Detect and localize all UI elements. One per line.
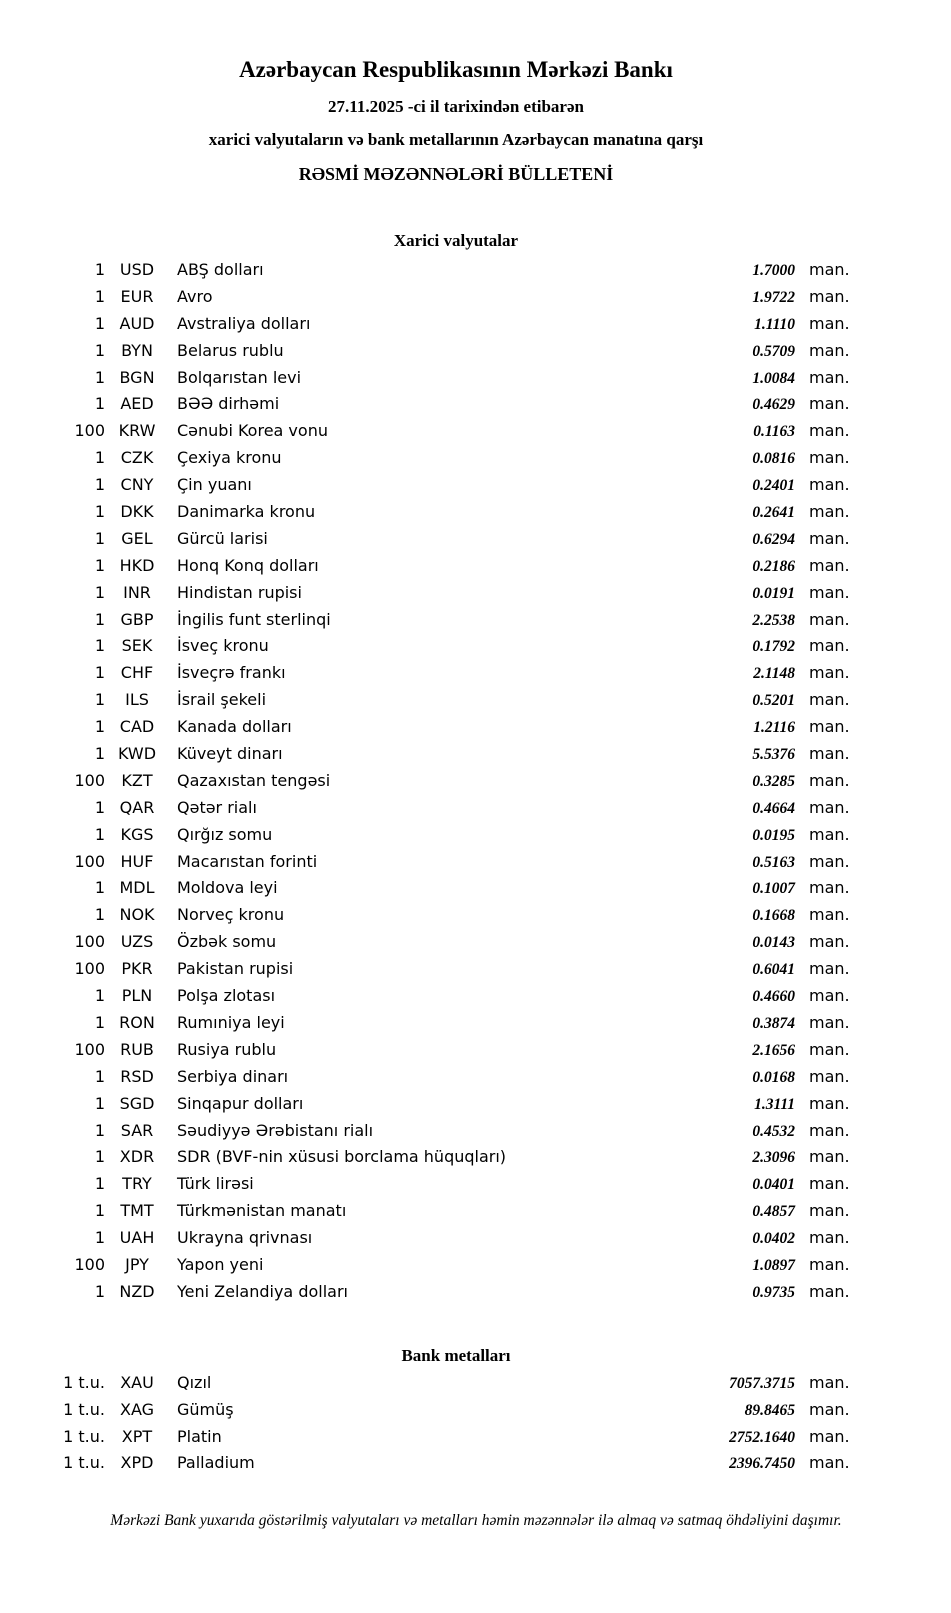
currency-name: Ukrayna qrivnası [177,1228,313,1248]
currency-code: SGD [119,1093,155,1113]
currency-name: ABŞ dolları [177,260,264,279]
currency-quantity: 1 [94,528,105,548]
currency-row [55,714,857,741]
currency-rate: 1.0084 [752,369,795,387]
currency-quantity: 1 [94,609,105,629]
currency-code: PLN [121,986,153,1006]
currency-row [55,795,857,822]
currency-quantity: 1 [94,448,105,468]
currencies-section-title: Xarici valyutalar [393,231,519,250]
currency-rate-unit: man. [809,1254,850,1274]
currency-name: Çin yuanı [177,475,252,495]
currency-code: HKD [119,555,155,575]
date-line: 27.11.2025 -ci il tarixindən etibarən [328,97,584,116]
currency-rate-unit: man. [809,286,850,306]
currency-name: İsrail şekeli [177,690,267,710]
currency-rate-unit: man. [809,1228,850,1248]
currency-rate: 5.5376 [752,746,795,764]
currency-rate: 0.2641 [752,504,795,522]
currency-quantity: 100 [74,421,105,441]
currency-name: Polşa zlotası [177,986,276,1006]
currency-rate-unit: man. [809,367,850,387]
currency-rate-unit: man. [809,1201,850,1221]
currency-quantity: 1 [94,475,105,495]
currency-code: RSD [120,1066,154,1086]
currency-rate: 0.2401 [752,477,795,495]
currency-code: INR [123,582,151,602]
currency-row [55,875,857,902]
currency-rate: 0.4664 [752,799,795,817]
currency-row [55,929,857,956]
currency-quantity: 1 [94,717,105,737]
currency-rate: 1.1110 [754,315,795,333]
currency-code: XDR [119,1147,155,1167]
currency-rate: 0.1792 [752,638,795,656]
currency-code: PKR [121,959,153,979]
currency-quantity: 1 [94,367,105,387]
currency-code: UZS [120,932,154,952]
currency-name: BƏƏ dirhəmi [177,394,280,414]
currency-row [55,633,857,660]
currency-rate-unit: man. [809,1147,850,1167]
currency-rate-unit: man. [809,1012,850,1032]
currency-quantity: 1 [94,663,105,683]
currency-rate-unit: man. [809,1066,850,1086]
currencies-section [55,231,857,1306]
currency-row [55,607,857,634]
currency-row [55,741,857,768]
currency-rate-unit: man. [809,1093,850,1113]
currency-name: Serbiya dinarı [177,1066,289,1086]
currency-row [55,1252,857,1279]
currency-quantity: 1 [94,313,105,333]
metal-code: XAG [119,1399,155,1419]
currency-name: İngilis funt sterlinqi [177,609,331,629]
currency-rate: 0.1668 [752,907,795,925]
currency-row [55,1091,857,1118]
metal-quantity: 1 t.u. [63,1399,105,1419]
metal-rate: 2752.1640 [729,1428,795,1446]
metal-name: Platin [177,1426,222,1446]
currency-row [55,983,857,1010]
metal-row [55,1450,857,1477]
metal-row [55,1397,857,1424]
currency-code: CNY [120,475,154,495]
metals-section [55,1346,857,1478]
currency-rate: 1.7000 [752,262,795,279]
metal-row [55,1370,857,1397]
currency-name: Gürcü larisi [177,528,268,548]
currency-code: TMT [120,1201,154,1221]
currency-rate: 0.3285 [752,772,795,790]
currency-row [55,902,857,929]
currency-rate-unit: man. [809,394,850,414]
currency-code: BGN [119,367,155,387]
currency-quantity: 1 [94,260,105,279]
currency-code: GEL [121,528,153,548]
currency-rate-unit: man. [809,959,850,979]
currency-row [55,768,857,795]
currency-name: Rusiya rublu [177,1039,277,1059]
currency-row [55,1064,857,1091]
currency-name: Bolqarıstan levi [177,367,302,387]
metal-code: XPD [120,1453,154,1473]
metal-rate: 89.8465 [744,1401,795,1419]
currency-row [55,1225,857,1252]
currency-code: KRW [118,421,156,441]
currency-name: Honq Konq dolları [177,555,319,575]
currency-rate: 0.2186 [752,557,795,575]
currency-quantity: 1 [94,340,105,360]
currency-code: UAH [119,1228,155,1248]
currency-quantity: 1 [94,824,105,844]
currency-rate-unit: man. [809,528,850,548]
bulletin-title: RƏSMİ MƏZƏNNƏLƏRİ BÜLLETENİ [298,164,614,184]
currency-rate: 0.6041 [752,961,795,979]
currency-rate-unit: man. [809,636,850,656]
currency-row [55,418,857,445]
currency-rate: 0.0191 [752,584,795,602]
currency-code: ILS [125,690,149,710]
currency-rate: 1.9722 [752,288,795,306]
currency-name: Moldova leyi [177,878,278,898]
currency-quantity: 1 [94,1066,105,1086]
currency-row [55,660,857,687]
currency-code: NOK [119,905,155,925]
currency-name: Türk lirəsi [177,1174,254,1194]
metal-row [55,1424,857,1451]
currency-row [55,284,857,311]
currency-rate: 1.3111 [754,1095,795,1113]
currency-row [55,580,857,607]
currency-rate-unit: man. [809,421,850,441]
metal-rate: 2396.7450 [729,1455,795,1473]
currency-code: KWD [117,744,157,764]
currency-quantity: 1 [94,636,105,656]
currency-rate-unit: man. [809,502,850,522]
currency-quantity: 1 [94,797,105,817]
currency-rate-unit: man. [809,555,850,575]
currency-quantity: 1 [94,690,105,710]
metal-name: Palladium [177,1453,255,1473]
metals-table [55,1370,857,1478]
currency-quantity: 1 [94,394,105,414]
currency-rate: 0.9735 [752,1283,795,1301]
currency-row [55,687,857,714]
currency-name: Avstraliya dolları [177,313,311,333]
currency-rate-unit: man. [809,340,850,360]
currency-rate-unit: man. [809,609,850,629]
currency-code: NZD [119,1281,155,1301]
currency-name: Norveç kronu [177,905,285,925]
currency-code: AED [120,394,154,414]
currency-rate: 0.0143 [752,934,795,952]
currency-rate-unit: man. [809,932,850,952]
currency-quantity: 1 [94,555,105,575]
currency-rate: 0.0168 [752,1068,795,1086]
currency-quantity: 1 [94,878,105,898]
currency-name: Kanada dolları [177,717,292,737]
currency-name: Küveyt dinarı [177,744,283,764]
metal-name: Qızıl [177,1372,212,1392]
currency-rate: 0.1007 [752,880,795,898]
currency-rate: 2.2538 [752,611,795,629]
metal-name: Gümüş [177,1399,234,1419]
currency-name: Yeni Zelandiya dolları [177,1281,348,1301]
currency-rate-unit: man. [809,663,850,683]
currencies-table [55,257,857,1306]
currency-name: Qırğız somu [177,824,273,844]
currency-rate: 0.4660 [752,988,795,1006]
currency-rate: 0.0401 [752,1176,795,1194]
currency-rate: 0.6294 [752,530,795,548]
currency-rate-unit: man. [809,1281,850,1301]
currency-row [55,822,857,849]
bank-title: Azərbaycan Respublikasının Mərkəzi Bankı [239,57,673,82]
currency-code: CAD [119,717,155,737]
currency-row [55,472,857,499]
currency-quantity: 1 [94,286,105,306]
currency-code: KZT [121,770,153,790]
currency-rate-unit: man. [809,824,850,844]
currency-name: Qətər rialı [177,797,257,817]
currency-rate: 0.3874 [752,1014,795,1032]
currency-rate: 2.1656 [752,1041,795,1059]
currency-quantity: 1 [94,1012,105,1032]
currency-rate-unit: man. [809,1174,850,1194]
currency-rate: 1.0897 [752,1256,795,1274]
currency-quantity: 1 [94,1120,105,1140]
currency-rate: 0.0402 [752,1230,795,1248]
currency-row [55,1037,857,1064]
currency-row [55,1144,857,1171]
currency-row [55,257,857,284]
currency-code: USD [119,260,155,279]
currency-rate: 0.5163 [752,853,795,871]
currency-rate: 0.5201 [752,692,795,710]
subtitle-line: xarici valyutaların və bank metallarının Azərbaycan manatına qarşı [208,130,704,149]
currency-quantity: 1 [94,1147,105,1167]
currency-name: Yapon yeni [177,1254,264,1274]
currency-rate-unit: man. [809,582,850,602]
currency-row [55,1171,857,1198]
currency-rate: 0.4629 [752,396,795,414]
currency-row [55,1010,857,1037]
currency-quantity: 100 [74,1254,105,1274]
currency-rate-unit: man. [809,690,850,710]
currency-name: Səudiyyə Ərəbistanı rialı [177,1120,374,1140]
currency-row [55,553,857,580]
currency-rate-unit: man. [809,448,850,468]
currency-code: SEK [121,636,153,656]
currency-row [55,1118,857,1145]
currency-row [55,499,857,526]
currency-row [55,311,857,338]
currency-code: RUB [120,1039,154,1059]
currency-rate: 0.1163 [753,423,795,441]
currency-rate-unit: man. [809,1039,850,1059]
metal-code: XPT [121,1426,153,1446]
currency-rate-unit: man. [809,1120,850,1140]
disclaimer-text: Mərkəzi Bank yuxarıda göstərilmiş valyutaları və metalları həmin məzənnələr ilə almaq və satmaq öhdəliyini daşımır. [110,1512,842,1530]
currency-quantity: 100 [74,851,105,871]
currency-name: Hindistan rupisi [177,582,302,602]
currency-rate-unit: man. [809,770,850,790]
currency-quantity: 1 [94,986,105,1006]
currency-quantity: 100 [74,770,105,790]
currency-rate-unit: man. [809,313,850,333]
currency-rate: 0.0195 [752,826,795,844]
currency-rate-unit: man. [809,744,850,764]
currency-quantity: 1 [94,1201,105,1221]
currency-name: İsveçrə frankı [177,663,286,683]
metal-code: XAU [120,1372,154,1392]
currency-name: Sinqapur dolları [177,1093,304,1113]
currency-quantity: 100 [74,959,105,979]
metal-rate-unit: man. [809,1453,850,1473]
currency-name: Pakistan rupisi [177,959,294,979]
currency-rate: 1.2116 [753,719,795,737]
currency-row [55,1198,857,1225]
currency-rate-unit: man. [809,986,850,1006]
currency-rate-unit: man. [809,475,850,495]
currency-code: GBP [120,609,154,629]
currency-name: Çexiya kronu [177,448,282,468]
currency-row [55,849,857,876]
currency-code: JPY [125,1254,149,1274]
currency-code: BYN [121,340,153,360]
currency-quantity: 1 [94,1281,105,1301]
currency-code: QAR [119,797,155,817]
currency-quantity: 1 [94,905,105,925]
currency-rate: 2.3096 [752,1149,795,1167]
currency-code: AUD [119,313,155,333]
currency-code: CHF [120,663,154,683]
currency-name: Qazaxıstan tengəsi [177,770,331,790]
currency-name: Cənubi Korea vonu [177,421,328,441]
currency-rate-unit: man. [809,905,850,925]
currency-code: CZK [120,448,154,468]
metal-quantity: 1 t.u. [63,1372,105,1392]
currency-rate-unit: man. [809,797,850,817]
currency-quantity: 1 [94,744,105,764]
currency-code: TRY [122,1174,152,1194]
currency-name: Rumıniya leyi [177,1012,285,1032]
currency-rate-unit: man. [809,260,850,279]
currency-code: KGS [120,824,154,844]
currency-rate-unit: man. [809,851,850,871]
currency-quantity: 1 [94,582,105,602]
metals-section-title: Bank metalları [401,1345,511,1365]
metal-rate-unit: man. [809,1372,850,1392]
currency-rate: 0.0816 [752,450,795,468]
currency-rate: 0.5709 [752,342,795,360]
currency-row [55,365,857,392]
currency-quantity: 1 [94,502,105,522]
currency-rate-unit: man. [809,717,850,737]
currency-row [55,391,857,418]
currency-row [55,445,857,472]
currency-rate: 0.4857 [752,1203,795,1221]
currency-row [55,956,857,983]
currency-name: Özbək somu [177,932,277,952]
metal-rate-unit: man. [809,1426,850,1446]
currency-quantity: 100 [74,1039,105,1059]
currency-code: MDL [119,878,155,898]
currency-quantity: 1 [94,1228,105,1248]
currency-rate: 0.4532 [752,1122,795,1140]
currency-row [55,526,857,553]
metal-quantity: 1 t.u. [63,1426,105,1446]
currency-name: İsveç kronu [177,636,269,656]
currency-rate: 2.1148 [753,665,795,683]
currency-row [55,1279,857,1306]
currency-name: Macarıstan forinti [177,851,318,871]
currency-name: Türkmənistan manatı [177,1201,347,1221]
currency-quantity: 1 [94,1093,105,1113]
currency-code: SAR [120,1120,154,1140]
metal-rate: 7057.3715 [729,1374,795,1392]
currency-code: DKK [120,502,154,522]
currency-code: HUF [120,851,154,871]
currency-code: EUR [120,286,154,306]
currency-rate-unit: man. [809,878,850,898]
currency-code: RON [119,1012,155,1032]
metal-rate-unit: man. [809,1399,850,1419]
currency-name: Belarus rublu [177,340,284,360]
currency-row [55,338,857,365]
currency-name: SDR (BVF-nin xüsusi borclama hüquqları) [177,1147,507,1167]
currency-quantity: 100 [74,932,105,952]
metal-quantity: 1 t.u. [63,1453,105,1473]
currency-name: Danimarka kronu [177,502,316,522]
currency-name: Avro [177,286,213,306]
currency-quantity: 1 [94,1174,105,1194]
